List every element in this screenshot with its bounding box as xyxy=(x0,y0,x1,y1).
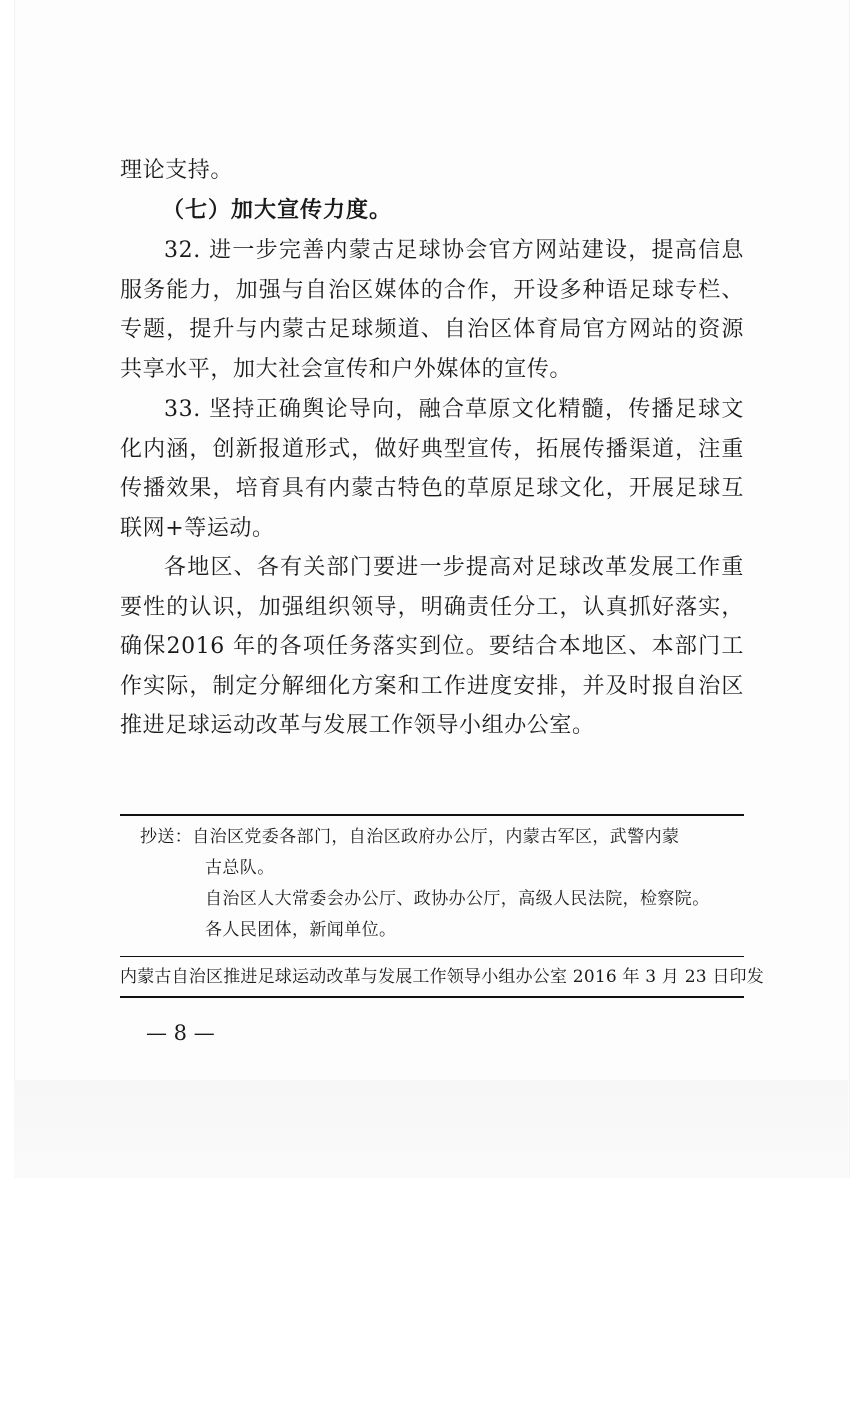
cc-distribution-list xyxy=(140,822,740,946)
cc-line-2: 古总队。 xyxy=(205,858,275,878)
cc-line-1: 抄送：自治区党委各部门，自治区政府办公厅，内蒙古军区，武警内蒙 xyxy=(140,827,680,847)
issuing-office-line: 内蒙古自治区推进足球运动改革与发展工作领导小组办公室 2016 年 3 月 23 日印发 xyxy=(120,967,764,987)
paragraph-item-33: 33. 坚持正确舆论导向，融合草原文化精髓，传播足球文化内涵，创新报道形式，做好典型宣传，拓展传播渠道，注重传播效果，培育具有内蒙古特色的草原足球文化，开展足球互联网+等运动。 xyxy=(120,397,744,541)
section-heading: （七）加大宣传力度。 xyxy=(162,197,393,223)
scan-edge-shading xyxy=(14,1080,848,1178)
continued-text-line: 理论支持。 xyxy=(120,158,234,183)
page-number: — 8 — xyxy=(146,1021,215,1045)
closing-paragraph: 各地区、各有关部门要进一步提高对足球改革发展工作重要性的认识，加强组织领导，明确责任分工，认真抓好落实，确保2016 年的各项任务落实到位。要结合本地区、本部门工作实际，制定分解细化方案和工作进度安排，并及时报自治区推进足球运动改革与发展工作领导小组办公室。 xyxy=(120,555,744,738)
footer-top-rule xyxy=(120,814,744,816)
footer-middle-rule xyxy=(120,956,744,957)
cc-line-3: 自治区人大常委会办公厅、政协办公厅，高级人民法院，检察院。 xyxy=(205,889,710,909)
paragraph-item-32: 32. 进一步完善内蒙古足球协会官方网站建设，提高信息服务能力，加强与自治区媒体的合作，开设多种语足球专栏、专题，提升与内蒙古足球频道、自治区体育局官方网站的资源共享水平，加大社会宣传和户外媒体的宣传。 xyxy=(120,238,744,382)
cc-line-4: 各人民团体，新闻单位。 xyxy=(205,920,397,940)
footer-bottom-rule xyxy=(120,996,744,998)
